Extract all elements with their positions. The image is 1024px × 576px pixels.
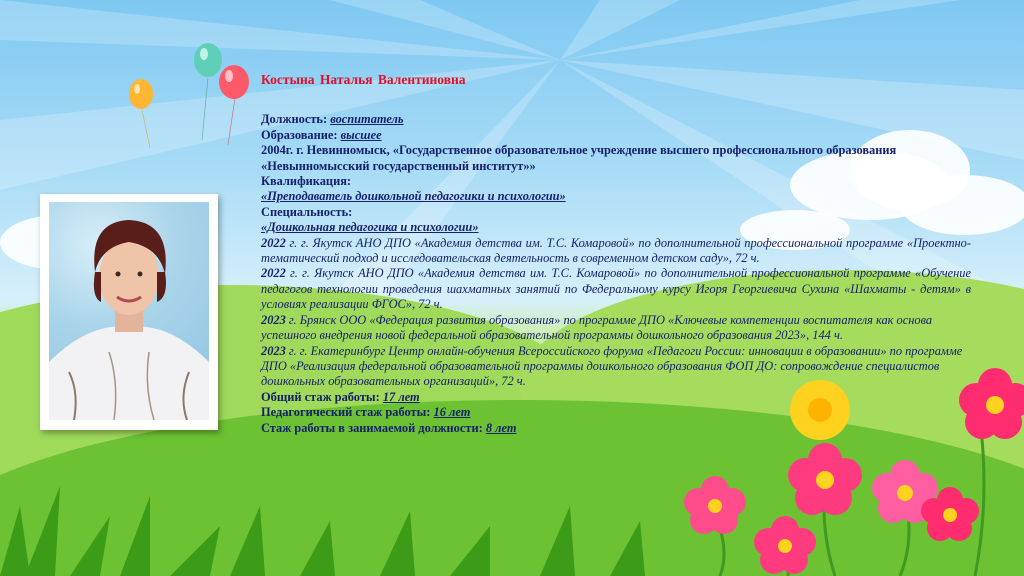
position-experience-row (261, 421, 971, 436)
position-experience-value: 8 лет (485, 420, 517, 435)
course-year: 2022 (261, 235, 286, 250)
education-value: высшее (340, 127, 382, 142)
specialty-label: Специальность: (261, 204, 353, 219)
pedagogical-experience-value: 16 лет (433, 405, 471, 420)
balloons-decoration (120, 40, 260, 150)
specialty-value: «Дошкольная педагогика и психологии» (261, 220, 479, 235)
position-value: воспитатель (330, 112, 404, 127)
profile-content (261, 72, 971, 436)
course-text: г. г. Якутск АНО ДПО «Академия детства им. Т.С. Комаровой» по дополнительной профессиональной программе «Проектно-тематический подход и исследовательская деятельность в современном детском саду», 72 ч. (261, 235, 971, 266)
course-year: 2023 (261, 312, 286, 327)
person-name: Костына Наталья Валентиновна (261, 72, 466, 87)
course-text: г. г. Екатеринбург Центр онлайн-обучения Всероссийского форума «Педагоги России: инновации в образовании» по программе ДПО «Реализация федеральной образовательной программы дошкольного образования ФОП ДО: сопровождение специалистов дошкольных образовательных организаций», 72 ч. (261, 343, 963, 389)
position-experience-label: Стаж работы в занимаемой должности: (261, 420, 483, 435)
education-row (261, 128, 971, 143)
total-experience-row (261, 390, 971, 405)
course-item (261, 266, 971, 312)
qualification-value: «Преподаватель дошкольной педагогики и психологии» (261, 189, 566, 204)
total-experience-value: 17 лет (382, 389, 420, 404)
pedagogical-experience-label: Педагогический стаж работы: (261, 405, 431, 420)
pedagogical-experience-row (261, 405, 971, 420)
course-item (261, 313, 971, 344)
grass-decoration (0, 476, 1024, 576)
qualification-label: Квалификация: (261, 174, 352, 189)
course-item (261, 236, 971, 267)
position-label: Должность: (261, 112, 328, 127)
course-year: 2023 (261, 343, 286, 358)
education-details: 2004г. г. Невинномыск, «Государственное образовательное учреждение высшего профессионального образования «Невынномысский государственный институт»» (261, 143, 897, 173)
portrait-photo-frame (40, 194, 218, 430)
position-row (261, 112, 971, 127)
course-year: 2022 (261, 266, 286, 281)
portrait-illustration (49, 202, 209, 420)
total-experience-label: Общий стаж работы: (261, 389, 380, 404)
education-label: Образование: (261, 127, 338, 142)
course-text: г. Брянск ООО «Федерация развития образования» по программе ДПО «Ключевые компетенции воспитателя как основа успешного внедрения новой федеральной образовательной программы дошкольного образования 2023», 144 ч. (261, 312, 933, 343)
portrait-photo (49, 202, 209, 420)
course-text: г. г. Якутск АНО ДПО «Академия детства им. Т.С. Комаровой» по дополнительной профессиональной программе «Обучение педагогов технологии проведения шахматных занятий по Федеральному курсу Игоря Георгиевича Сухина «Шахматы - детям» в условиях реализации ФГОС», 72 ч. (261, 266, 971, 312)
course-item (261, 344, 971, 390)
